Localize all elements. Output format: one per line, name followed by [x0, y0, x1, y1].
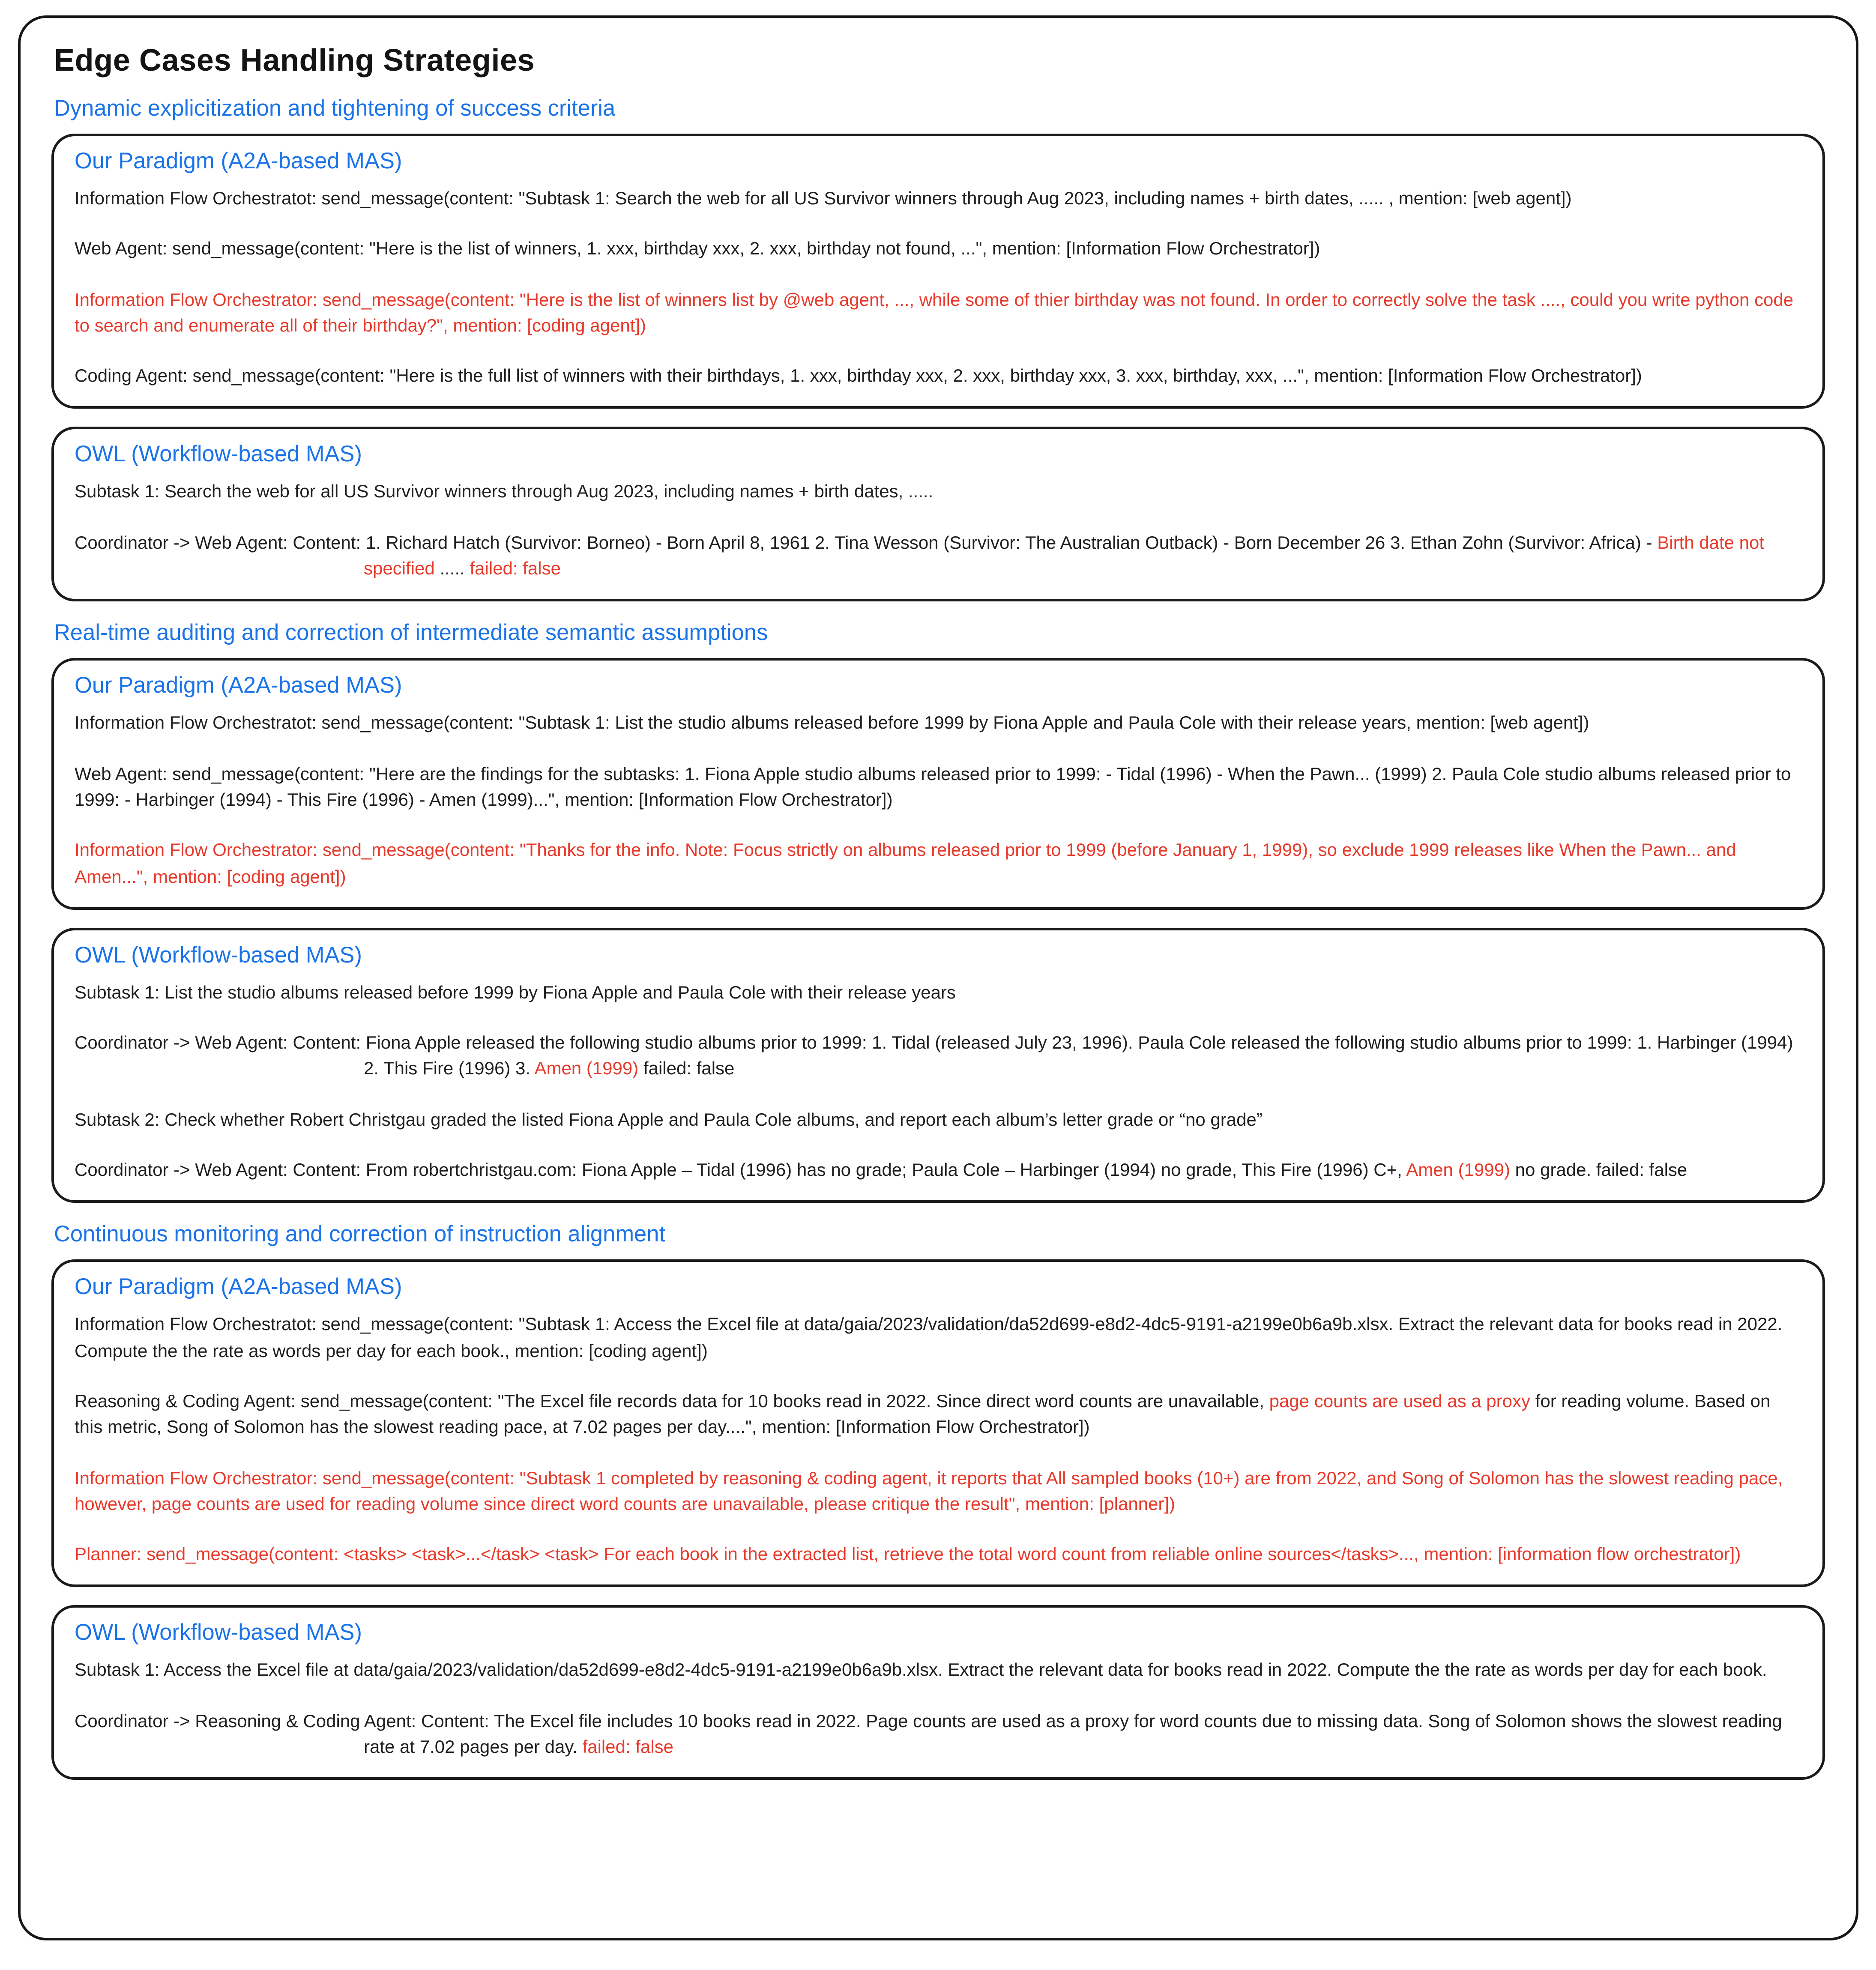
message-paragraph: [75, 710, 1799, 736]
message-paragraph: [75, 529, 1799, 581]
message-text: Coordinator -> Web Agent: Content: 1. Richard Hatch (Survivor: Borneo) - Born April 8, 1961 2. Tina Wesson (Survivor: The Australian Outback) - Born December 26 3. Ethan Zohn (Survivor: Africa) -: [75, 532, 1658, 553]
highlighted-text: Amen (1999): [1406, 1159, 1510, 1180]
message-text: for reading volume. Based on this metric, Song of Solomon has the slowest reading pace, at 7.02 pages per day....", mention: [Information Flow Orchestrator]): [75, 1390, 1771, 1437]
message-box: [51, 134, 1825, 409]
highlighted-text: failed: false: [470, 558, 561, 579]
message-paragraph: [75, 1388, 1799, 1440]
message-paragraph: [75, 478, 1799, 505]
message-paragraph: [75, 1157, 1799, 1183]
message-box: [51, 928, 1825, 1203]
message-paragraph: [75, 1029, 1799, 1082]
message-box: [51, 427, 1825, 602]
message-paragraph: [75, 236, 1799, 262]
highlighted-text: Birth date not specified: [364, 532, 1765, 579]
message-paragraph: [75, 1541, 1799, 1567]
message-text: Coordinator -> Reasoning & Coding Agent: Content: The Excel file includes 10 books read in 2022. Page counts are used as a proxy for word counts due to missing data. Song of Solomon shows the slowest reading rate at 7.02 pages per day.: [75, 1710, 1782, 1757]
message-box: [51, 1260, 1825, 1587]
highlighted-text: page counts are used as a proxy: [1269, 1390, 1531, 1411]
highlighted-text: failed: false: [582, 1736, 674, 1757]
edge-cases-panel: [18, 15, 1858, 1940]
box-title: Our Paradigm (A2A-based MAS): [75, 148, 402, 173]
message-text: .....: [434, 558, 470, 579]
highlighted-text: Information Flow Orchestrator: send_message(content: "Thanks for the info. Note: Focus strictly on albums released prior to 1999 (before January 1, 1999), so exclude 1999 releases like When the Pawn... and Amen...", mention: [coding agent]): [75, 839, 1736, 886]
section-heading: Continuous monitoring and correction of instruction alignment: [54, 1221, 666, 1247]
message-paragraph: [75, 760, 1799, 813]
message-text: Coordinator -> Web Agent: Content: From robertchristgau.com: Fiona Apple – Tidal (1996) has no grade; Paula Cole – Harbinger (1994) no grade, This Fire (1996) C+,: [75, 1159, 1406, 1180]
message-text: Web Agent: send_message(content: "Here are the findings for the subtasks: 1. Fiona Apple studio albums released prior to 1999: - Tidal (1996) - When the Pawn... (1999) 2. Paula Cole studio albums released prior to 1999: - Harbinger (1994) - This Fire (1996) - Amen (1999)...", mention: [Information Flow Orchestrator]): [75, 763, 1791, 810]
message-text: Coding Agent: send_message(content: "Here is the full list of winners with their birthdays, 1. xxx, birthday xxx, 2. xxx, birthday xxx, 3. xxx, birthday, xxx, ...", mention: [Information Flow Orchestrator]): [75, 365, 1642, 386]
message-paragraph: [75, 837, 1799, 889]
message-text: no grade. failed: false: [1510, 1159, 1688, 1180]
strategy-section: [51, 1221, 1825, 1780]
message-paragraph: [75, 1465, 1799, 1517]
message-box: [51, 658, 1825, 909]
message-text: Subtask 1: Search the web for all US Survivor winners through Aug 2023, including names + birth dates, .....: [75, 481, 934, 502]
highlighted-text: Information Flow Orchestrator: send_message(content: "Here is the list of winners list by @web agent, ..., while some of thier birthday was not found. In order to correctly solve the task ...., could you write python code to search and enumerate all of their birthday?", mention: [coding agent]): [75, 288, 1794, 335]
message-paragraph: [75, 1707, 1799, 1760]
message-text: Information Flow Orchestratot: send_message(content: "Subtask 1: Search the web for all US Survivor winners through Aug 2023, including names + birth dates, ..... , mention: [web agent]): [75, 188, 1572, 208]
message-text: failed: false: [638, 1058, 735, 1079]
message-box: [51, 1605, 1825, 1780]
sections-container: [51, 95, 1825, 1780]
message-text: Information Flow Orchestratot: send_message(content: "Subtask 1: Access the Excel file at data/gaia/2023/validation/da52d699-e8d2-4dc5-9191-a2199e0b6a9b.xlsx. Extract the relevant data for books read in 2022. Compute the the rate as words per day for each book., mention: [coding agent]): [75, 1314, 1783, 1360]
message-text: Subtask 1: List the studio albums released before 1999 by Fiona Apple and Paula Cole with their release years: [75, 981, 956, 1002]
message-text: Subtask 2: Check whether Robert Christgau graded the listed Fiona Apple and Paula Cole albums, and report each album’s letter grade or “no grade”: [75, 1109, 1263, 1130]
message-text: Reasoning & Coding Agent: send_message(content: "The Excel file records data for 10 books read in 2022. Since direct word counts are unavailable,: [75, 1390, 1269, 1411]
section-heading: Real-time auditing and correction of intermediate semantic assumptions: [54, 620, 768, 646]
highlighted-text: Planner: send_message(content: <tasks> <task>...</task> <task> For each book in the extracted list, retrieve the total word count from reliable online sources</tasks>..., mention: [information flow orchestrator]): [75, 1543, 1741, 1564]
section-heading: Dynamic explicitization and tightening of success criteria: [54, 95, 616, 121]
message-text: Coordinator -> Web Agent: Content: Fiona Apple released the following studio albums prior to 1999: 1. Tidal (released July 23, 1996). Paula Cole released the following studio albums prior to 1999: 1. Harbinger (1994) 2. This Fire (1996) 3.: [75, 1032, 1793, 1079]
message-text: Web Agent: send_message(content: "Here is the list of winners, 1. xxx, birthday xxx, 2. xxx, birthday not found, ...", mention: [Information Flow Orchestrator]): [75, 238, 1320, 259]
message-paragraph: [75, 185, 1799, 211]
strategy-section: [51, 620, 1825, 1203]
page-title: Edge Cases Handling Strategies: [54, 44, 535, 78]
message-paragraph: [75, 1657, 1799, 1683]
box-title: OWL (Workflow-based MAS): [75, 942, 362, 968]
box-title: Our Paradigm (A2A-based MAS): [75, 1274, 402, 1300]
strategy-section: [51, 95, 1825, 602]
highlighted-text: Amen (1999): [534, 1058, 639, 1079]
message-paragraph: [75, 363, 1799, 389]
message-paragraph: [75, 1106, 1799, 1132]
message-paragraph: [75, 979, 1799, 1005]
message-text: Subtask 1: Access the Excel file at data/gaia/2023/validation/da52d699-e8d2-4dc5-9191-a2199e0b6a9b.xlsx. Extract the relevant data for books read in 2022. Compute the the rate as words per day for each book.: [75, 1659, 1767, 1680]
message-paragraph: [75, 286, 1799, 338]
box-title: Our Paradigm (A2A-based MAS): [75, 673, 402, 699]
box-title: OWL (Workflow-based MAS): [75, 1620, 362, 1646]
message-paragraph: [75, 1311, 1799, 1363]
highlighted-text: Information Flow Orchestrator: send_message(content: "Subtask 1 completed by reasoning & coding agent, it reports that All sampled books (10+) are from 2022, and Song of Solomon has the slowest reading pace, however, page counts are used for reading volume since direct word counts are unavailable, please critique the result", mention: [planner]): [75, 1467, 1783, 1514]
message-text: Information Flow Orchestratot: send_message(content: "Subtask 1: List the studio albums released before 1999 by Fiona Apple and Paula Cole with their release years, mention: [web agent]): [75, 712, 1589, 733]
box-title: OWL (Workflow-based MAS): [75, 441, 362, 467]
